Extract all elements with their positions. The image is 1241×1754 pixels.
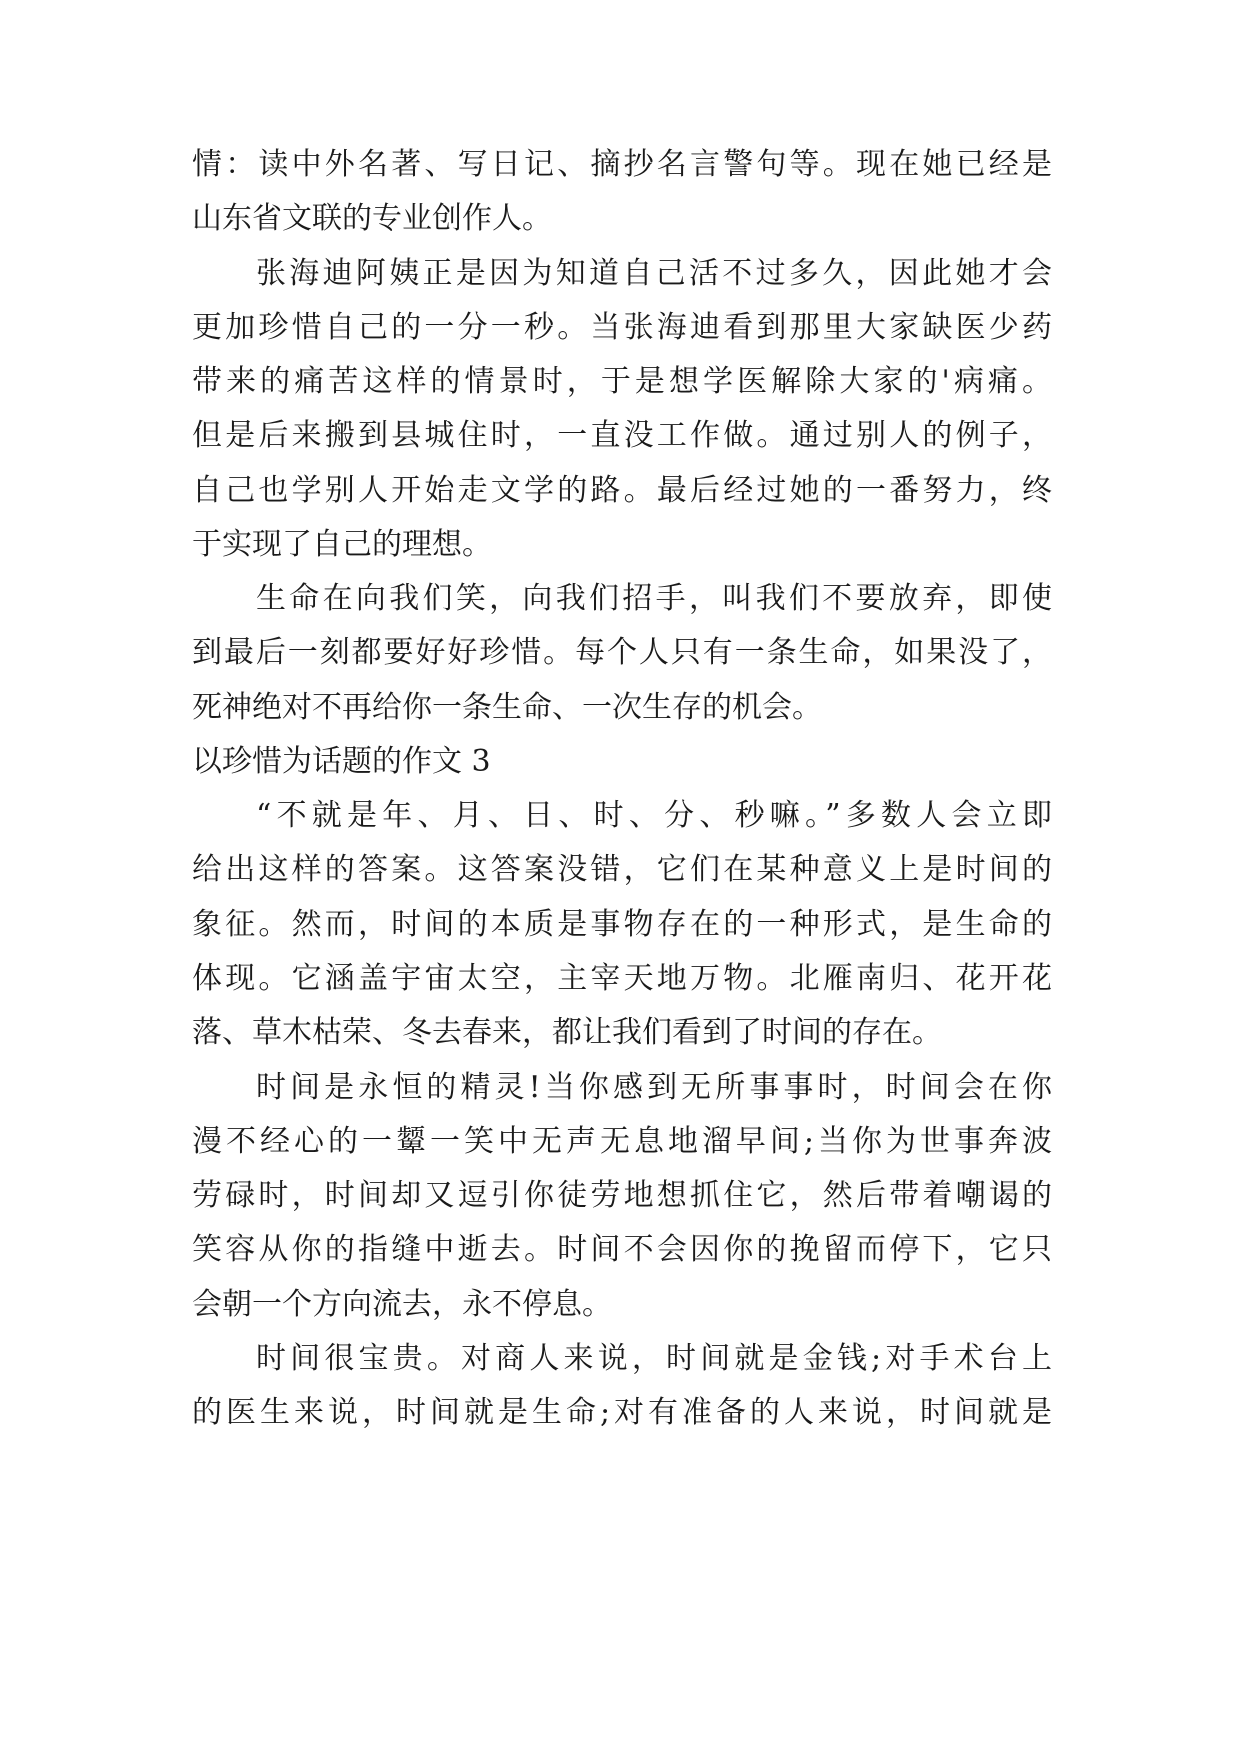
text-line: 到最后一刻都要好好珍惜。每个人只有一条生命，如果没了，: [192, 635, 1052, 670]
text-line: 笑容从你的指缝中逝去。时间不会因你的挽留而停下，它只: [192, 1232, 1052, 1267]
text-line: 但是后来搬到县城住时，一直没工作做。通过别人的例子，: [192, 418, 1052, 453]
text-line: 会朝一个方向流去，永不停息。: [192, 1287, 612, 1322]
text-line: 更加珍惜自己的一分一秒。当张海迪看到那里大家缺医少药: [192, 310, 1052, 345]
section-heading: 以珍惜为话题的作文 3: [192, 744, 491, 779]
paragraph-first-line: 生命在向我们笑，向我们招手，叫我们不要放弃，即使: [256, 581, 1052, 616]
text-line: 山东省文联的专业创作人。: [192, 201, 552, 236]
text-line: 象征。然而，时间的本质是事物存在的一种形式，是生命的: [192, 907, 1052, 942]
paragraph-first-line: 时间是永恒的精灵!当你感到无所事事时，时间会在你: [256, 1070, 1052, 1105]
paragraph-first-line: 时间很宝贵。对商人来说，时间就是金钱;对手术台上: [256, 1341, 1052, 1376]
text-line: 自己也学别人开始走文学的路。最后经过她的一番努力，终: [192, 473, 1052, 508]
text-line: 于实现了自己的理想。: [192, 527, 492, 562]
paragraph-first-line: 张海迪阿姨正是因为知道自己活不过多久，因此她才会: [256, 256, 1052, 291]
text-line: 给出这样的答案。这答案没错，它们在某种意义上是时间的: [192, 852, 1052, 887]
text-line: 漫不经心的一颦一笑中无声无息地溜早间;当你为世事奔波: [192, 1124, 1052, 1159]
text-line: 的医生来说，时间就是生命;对有准备的人来说，时间就是: [192, 1395, 1052, 1430]
text-line: 带来的痛苦这样的情景时，于是想学医解除大家的'病痛。: [192, 364, 1052, 399]
text-line: 落、草木枯荣、冬去春来，都让我们看到了时间的存在。: [192, 1015, 942, 1050]
paragraph-first-line: “不就是年、月、日、时、分、秒嘛。”多数人会立即: [256, 798, 1052, 833]
text-line: 劳碌时，时间却又逗引你徒劳地想抓住它，然后带着嘲谒的: [192, 1178, 1052, 1213]
text-line: 情：读中外名著、写日记、摘抄名言警句等。现在她已经是: [192, 147, 1052, 182]
text-line: 死神绝对不再给你一条生命、一次生存的机会。: [192, 690, 822, 725]
text-line: 体现。它涵盖宇宙太空，主宰天地万物。北雁南归、花开花: [192, 961, 1052, 996]
